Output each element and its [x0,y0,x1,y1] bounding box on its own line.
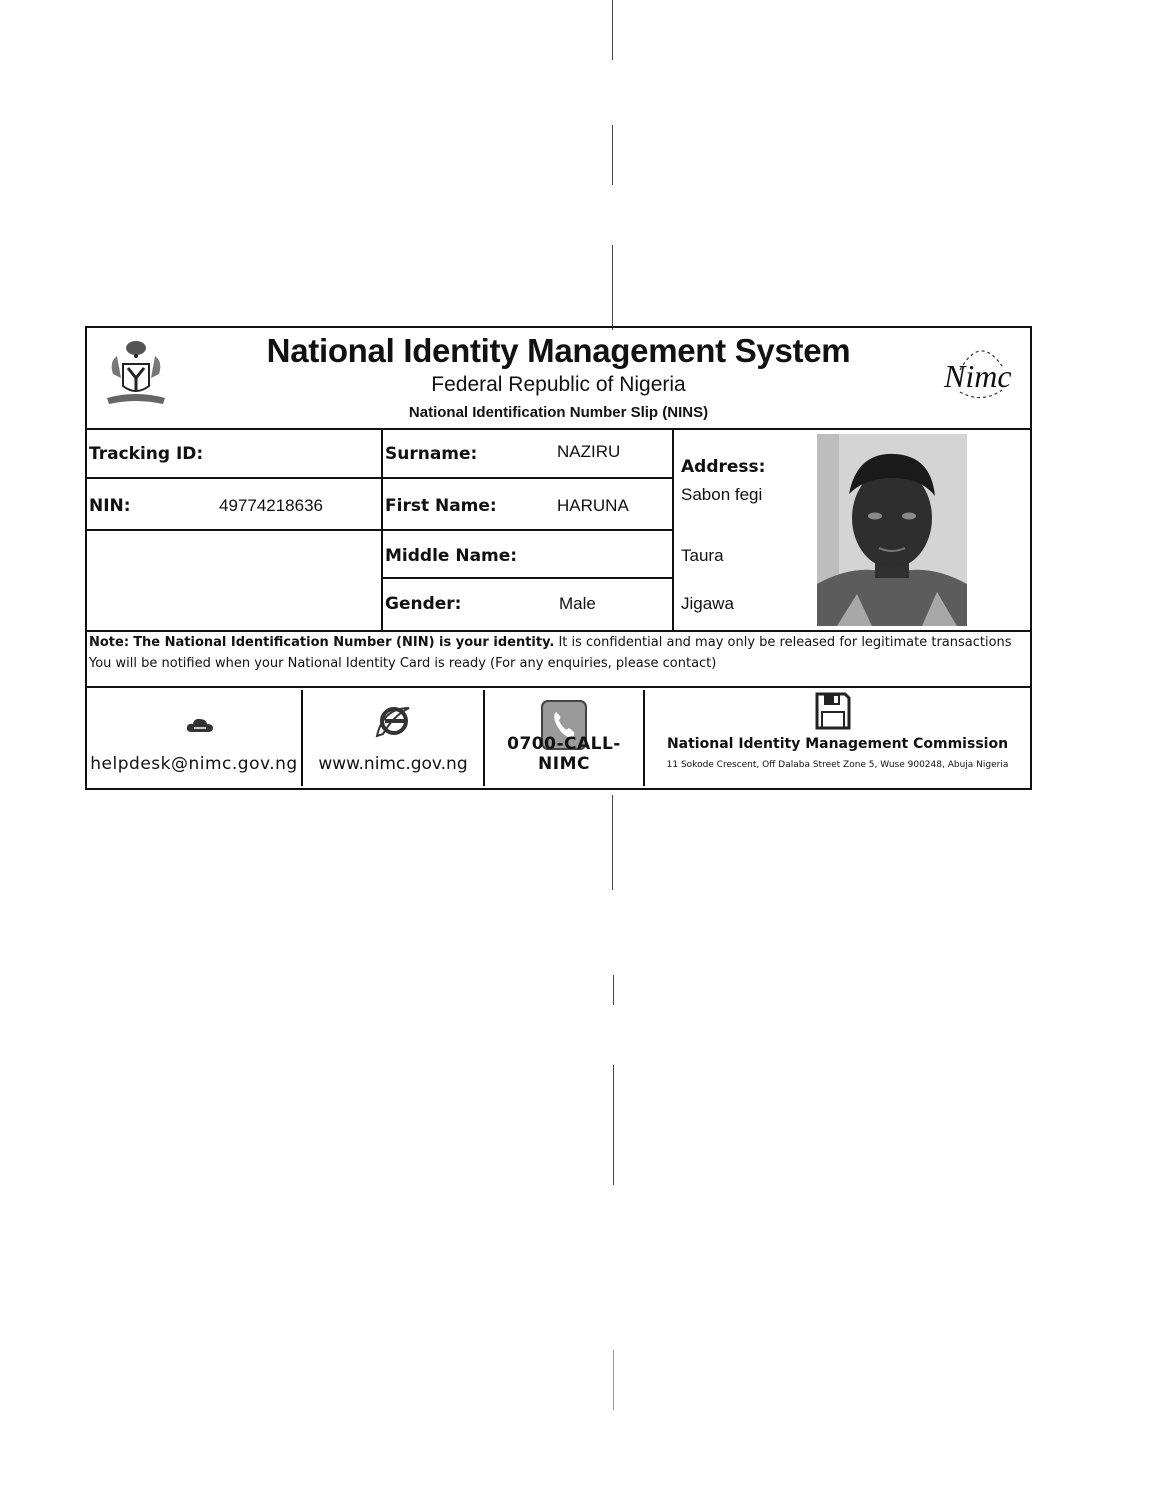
nin-slip [85,326,1032,790]
surname-value: NAZIRU [557,442,621,461]
commission-address: 11 Sokode Crescent, Off Dalaba Street Zone 5, Wuse 900248, Abuja Nigeria [666,760,1009,770]
email-link[interactable]: helpdesk@nimc.gov.ng [90,754,298,774]
gender-label: Gender: [385,594,462,614]
scan-fold-line [613,975,614,1005]
note-line-2: You will be notified when your National Identity Card is ready (For any enquiries, please contact) [89,656,717,671]
scan-fold-line [613,1350,614,1410]
email-cell [87,688,301,788]
nin-label: NIN: [89,496,131,516]
note-prefix: Note: [89,635,130,650]
contact-footer [87,688,1030,788]
browser-icon [373,702,413,742]
first-name-value: HARUNA [557,496,629,515]
cloud-icon [186,716,214,734]
slip-header [87,328,1030,430]
note-section [87,630,1030,688]
address-line-3: Jigawa [681,594,734,613]
floppy-disk-icon [815,692,851,730]
note-line-1-rest: It is confidential and may only be released for legitimate transactions [558,635,1012,650]
tracking-id-label: Tracking ID: [89,444,204,464]
surname-label: Surname: [385,444,478,464]
nimc-logo-icon [940,336,1022,406]
address-line-1: Sabon fegi [681,485,763,504]
note-bold-text: The National Identification Number (NIN) is your identity. [133,635,555,650]
commission-name: National Identity Management Commission [666,736,1009,752]
page-title: National Identity Management System [266,332,851,369]
slip-title: National Identification Number Slip (NINS) [408,404,709,421]
commission-cell [645,688,1030,788]
scan-fold-line [612,245,613,330]
address-line-2: Taura [681,546,724,565]
first-name-label: First Name: [385,496,497,516]
nin-value: 49774218636 [219,496,324,515]
scan-fold-line [612,795,613,890]
website-link[interactable]: www.nimc.gov.ng [318,754,468,774]
scan-fold-line [612,125,613,185]
note-line-1 [87,632,1030,653]
phone-number[interactable]: 0700-CALL-NIMC [507,734,621,774]
holder-photo [817,434,967,626]
scan-fold-line [613,1065,614,1185]
scan-fold-line [612,0,613,60]
address-label: Address: [681,457,766,477]
middle-name-label: Middle Name: [385,546,518,566]
country-subtitle: Federal Republic of Nigeria [431,373,686,396]
website-cell [303,688,483,788]
gender-value: Male [559,594,596,613]
phone-cell [485,688,643,788]
nimc-logo-text: Nimc [944,358,1012,394]
